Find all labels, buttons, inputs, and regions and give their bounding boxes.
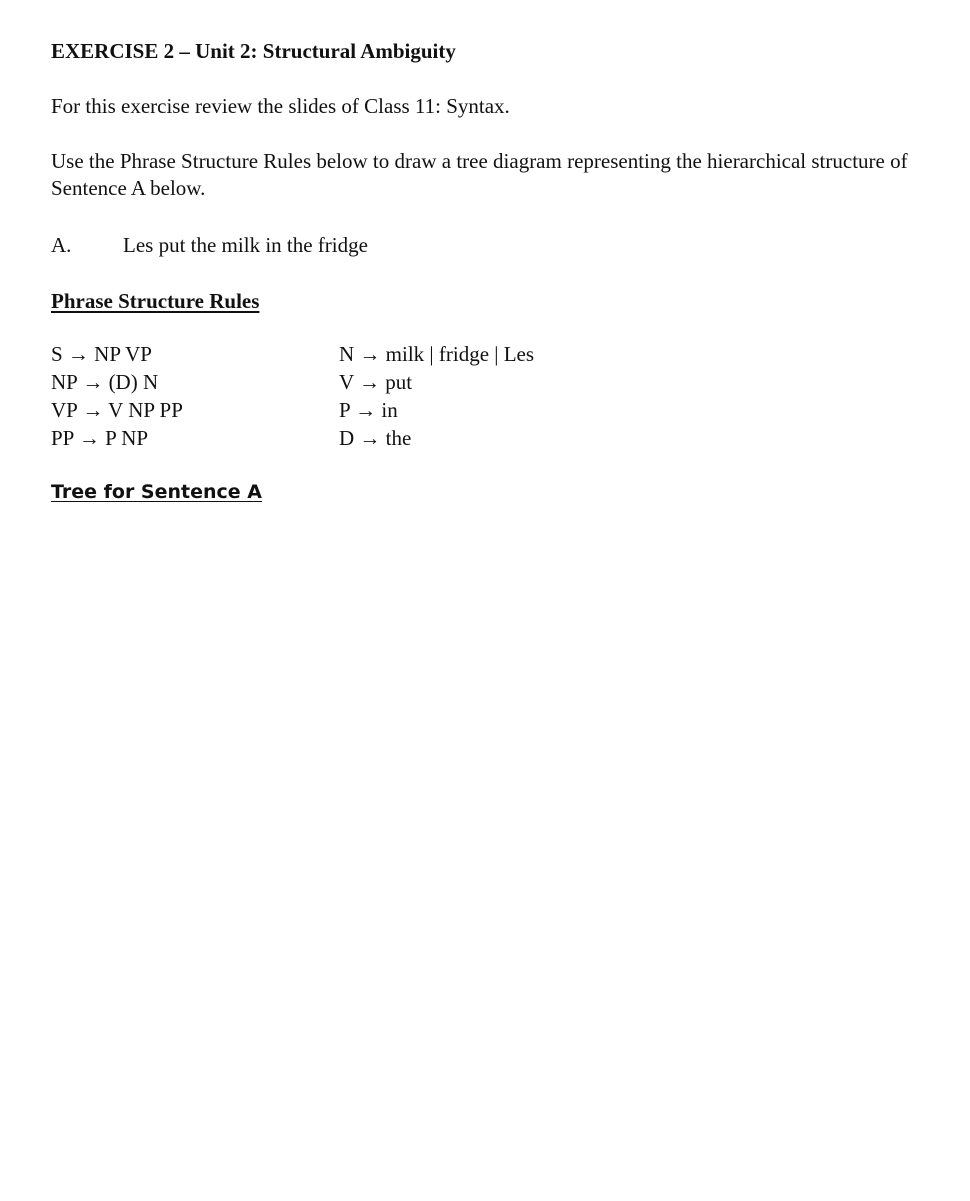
rules-table bbox=[51, 340, 931, 452]
phrase-rule: VP → V NP PP bbox=[51, 398, 183, 422]
rules-heading: Phrase Structure Rules bbox=[51, 289, 260, 313]
lexical-rule: P → in bbox=[339, 398, 398, 422]
review-instruction: For this exercise review the slides of Class 11: Syntax. bbox=[51, 94, 510, 118]
task-instruction: Use the Phrase Structure Rules below to draw a tree diagram representing the hierarchical structure of Sentence A below. bbox=[51, 149, 908, 200]
sentence-a bbox=[51, 230, 931, 260]
lexical-rule: V → put bbox=[339, 370, 413, 394]
tree-heading: Tree for Sentence A bbox=[51, 481, 262, 503]
lexical-rules-column bbox=[339, 340, 534, 452]
lexical-rule: N → milk | fridge | Les bbox=[339, 342, 535, 366]
document-page bbox=[51, 36, 931, 1155]
sentence-label: A. bbox=[51, 233, 72, 257]
exercise-title: EXERCISE 2 – Unit 2: Structural Ambiguity bbox=[51, 39, 456, 63]
phrase-rule: PP → P NP bbox=[51, 426, 149, 450]
phrase-rule: S → NP VP bbox=[51, 342, 152, 366]
tree-drawing-area bbox=[51, 515, 931, 1155]
lexical-rule: D → the bbox=[339, 426, 412, 450]
sentence-text: Les put the milk in the fridge bbox=[123, 233, 368, 257]
phrase-rules-column bbox=[51, 340, 339, 452]
phrase-rule: NP → (D) N bbox=[51, 370, 159, 394]
